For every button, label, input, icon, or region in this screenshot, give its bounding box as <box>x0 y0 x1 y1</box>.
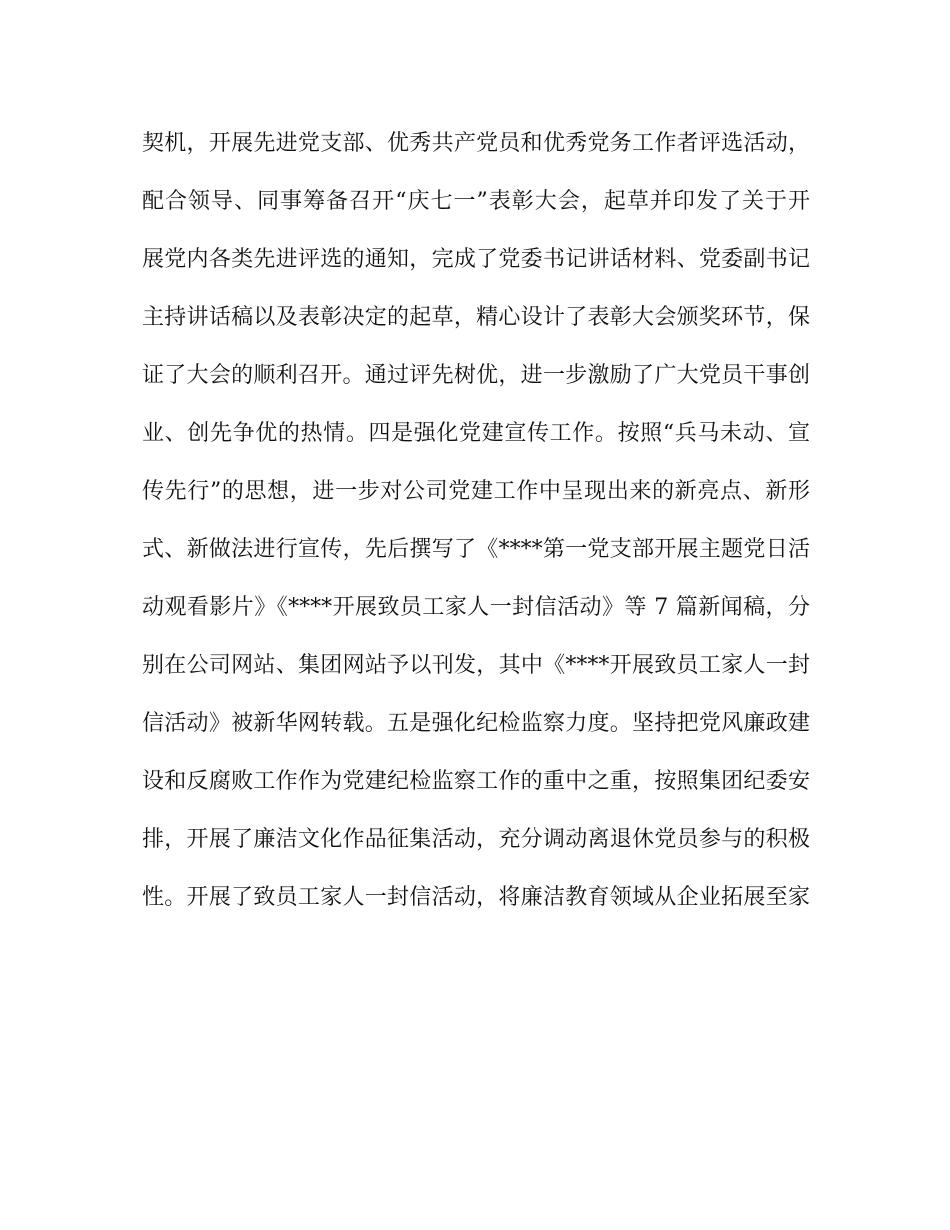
body-text <box>142 124 810 936</box>
text-line: 别在公司网站、集团网站予以刊发，其中《****开展致员工家人一封 <box>142 653 810 678</box>
text-line: 主持讲话稿以及表彰决定的起草，精心设计了表彰大会颁奖环节，保 <box>142 305 810 330</box>
text-line: 证了大会的顺利召开。通过评先树优，进一步激励了广大党员干事创 <box>142 363 810 388</box>
text-line: 信活动》被新华网转载。五是强化纪检监察力度。坚持把党风廉政建 <box>142 711 810 736</box>
text-line: 契机，开展先进党支部、优秀共产党员和优秀党务工作者评选活动， <box>142 131 810 156</box>
text-line: 动观看影片》《****开展致员工家人一封信活动》等 7 篇新闻稿，分 <box>142 595 810 620</box>
text-line: 业、创先争优的热情。四是强化党建宣传工作。按照“兵马未动、宣 <box>142 421 810 446</box>
text-line: 式、新做法进行宣传，先后撰写了《****第一党支部开展主题党日活 <box>142 537 810 562</box>
text-line: 配合领导、同事筹备召开“庆七一”表彰大会，起草并印发了关于开 <box>142 189 810 214</box>
text-line: 排，开展了廉洁文化作品征集活动，充分调动离退休党员参与的积极 <box>142 827 810 852</box>
text-line: 展党内各类先进评选的通知，完成了党委书记讲话材料、党委副书记 <box>142 247 810 272</box>
text-line: 性。开展了致员工家人一封信活动，将廉洁教育领域从企业拓展至家 <box>142 885 810 910</box>
text-line: 传先行”的思想，进一步对公司党建工作中呈现出来的新亮点、新形 <box>142 479 810 504</box>
text-line: 设和反腐败工作作为党建纪检监察工作的重中之重，按照集团纪委安 <box>142 769 810 794</box>
